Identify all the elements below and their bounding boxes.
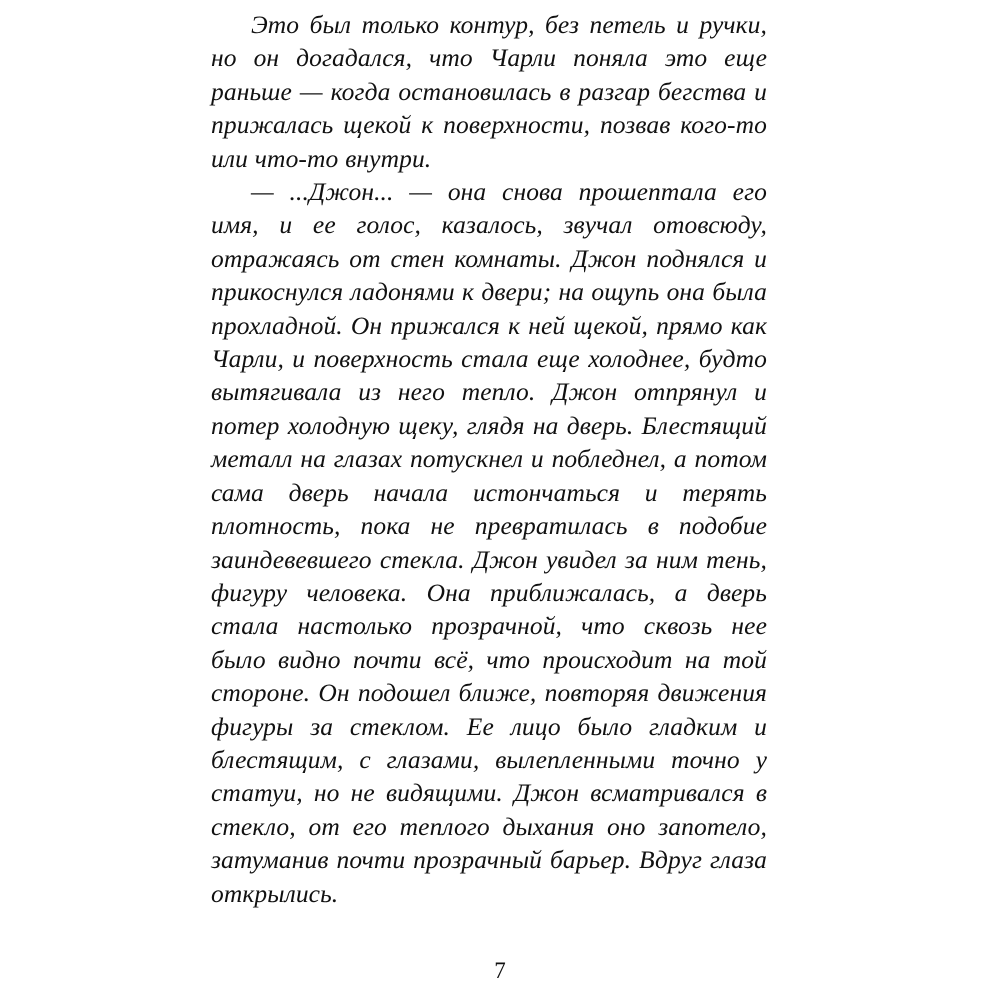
- paragraph-2: — ...Джон... — она снова прошептала его имя, и ее голос, казалось, звучал отовсюду, отражаясь от стен комнаты. Джон поднялся и прикоснулся ладонями к двери; на ощупь она была прохладной. Он прижался к ней щекой, прямо как Чарли, и поверхность стала еще холоднее, будто вытягивала из него тепло. Джон отпрянул и потер холодную щеку, глядя на дверь. Блестящий металл на глазах потускнел и побледнел, а потом сама дверь начала истончаться и терять плотность, пока не превратилась в подобие заиндевевшего стекла. Джон увидел за ним тень, фигуру человека. Она приближалась, а дверь стала настолько прозрачной, что сквозь нее было видно почти всё, что происходит на той стороне. Он подошел ближе, повторяя движения фигуры за стеклом. Ее лицо было гладким и блестящим, с глазами, вылепленными точно у статуи, но не видящими. Джон всматривался в стекло, от его теплого дыхания оно запотело, затуманив почти прозрачный барьер. Вдруг глаза открылись.: [211, 177, 767, 908]
- paragraph-1: Это был только контур, без петель и ручки, но он догадался, что Чарли поняла это еще раньше — когда остановилась в разгар бегства и прижалась щекой к поверхности, позвав кого-то или что-то внутри.: [211, 10, 767, 173]
- page-number: 7: [494, 958, 506, 983]
- body-text-block: [211, 8, 767, 910]
